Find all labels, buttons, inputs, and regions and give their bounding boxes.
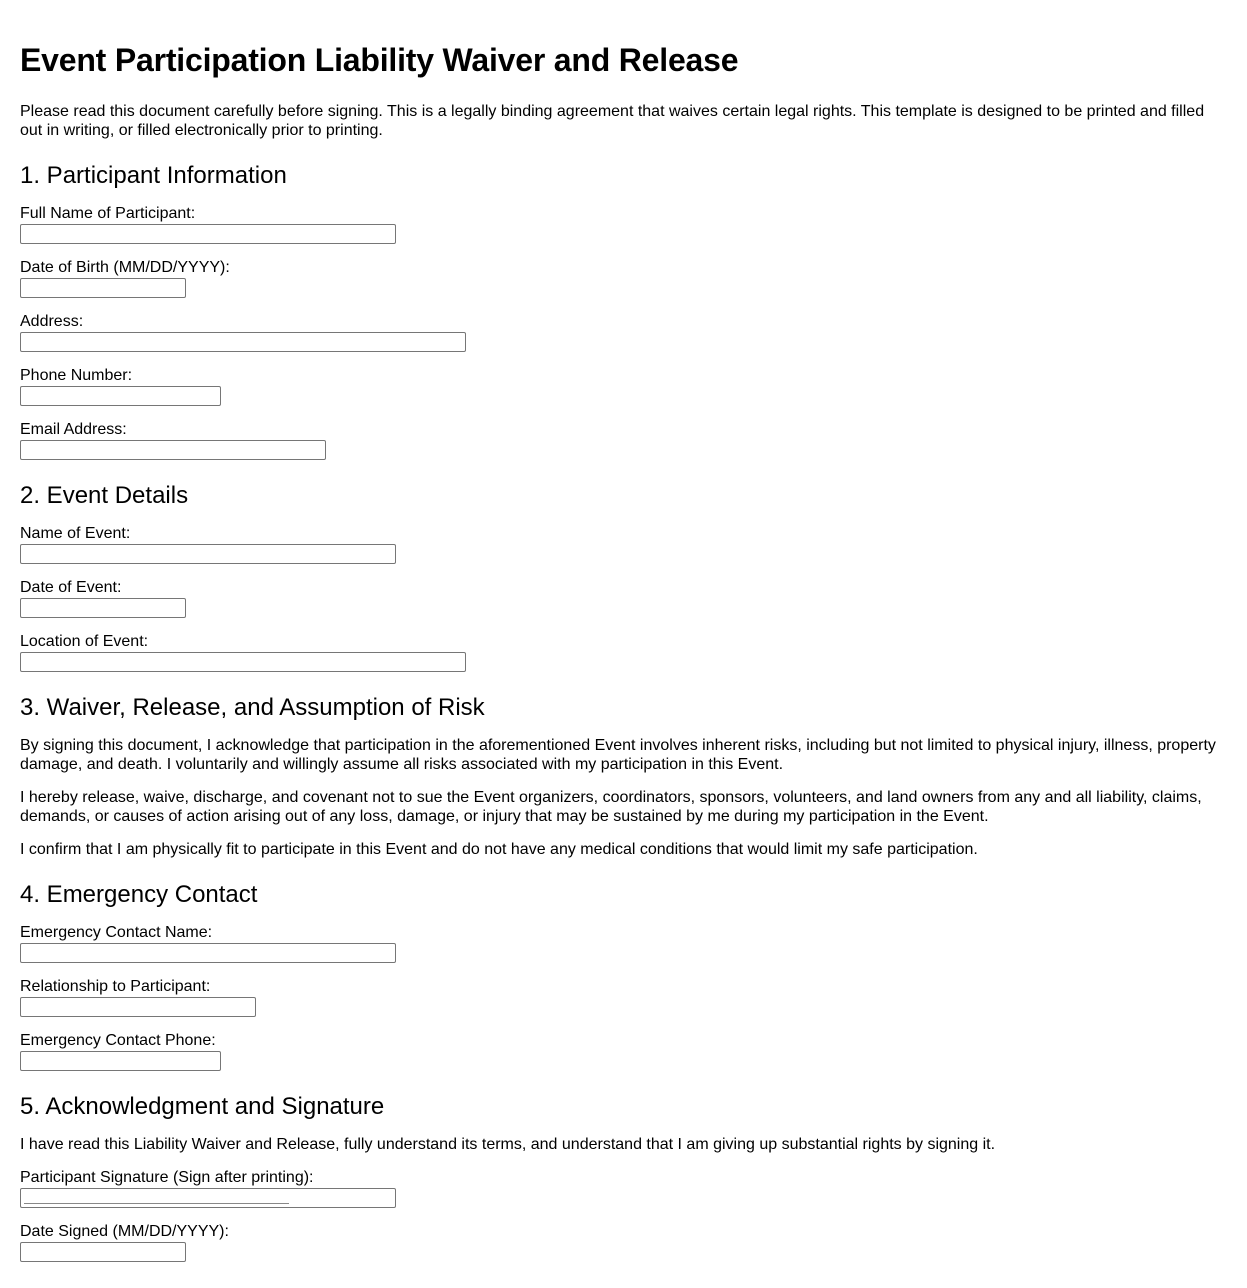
waiver-paragraph-release: I hereby release, waive, discharge, and covenant not to sue the Event organizers, coordinators, sponsors, volunteers, and land owners from any and all liability, claims, demands, or causes of action arising out of any loss, damage, or injury that may be sustained by me during my participation in the Event. <box>20 789 1202 825</box>
field-phone <box>20 366 1227 406</box>
dob-input[interactable] <box>20 278 186 298</box>
field-contact-phone <box>20 1031 1227 1071</box>
full-name-input[interactable] <box>20 224 396 244</box>
email-label: Email Address: <box>20 421 127 438</box>
field-full-name <box>20 204 1227 244</box>
event-name-input[interactable] <box>20 544 396 564</box>
dob-label: Date of Birth (MM/DD/YYYY): <box>20 259 230 276</box>
field-contact-name <box>20 923 1227 963</box>
field-signature <box>20 1168 1227 1208</box>
contact-name-label: Emergency Contact Name: <box>20 924 213 941</box>
email-input[interactable] <box>20 440 326 460</box>
section-heading-participant-info: 1. Participant Information <box>20 162 287 189</box>
field-date-signed <box>20 1222 1227 1262</box>
field-event-date <box>20 578 1227 618</box>
waiver-paragraph-fitness: I confirm that I am physically fit to participate in this Event and do not have any medical conditions that would limit my safe participation. <box>20 841 978 858</box>
event-location-input[interactable] <box>20 652 466 672</box>
date-signed-input[interactable] <box>20 1242 186 1262</box>
phone-label: Phone Number: <box>20 367 133 384</box>
waiver-document <box>20 0 1227 1262</box>
intro-text: Please read this document carefully before signing. This is a legally binding agreement that waives certain legal rights. This template is designed to be printed and filled out in writing, or filled electronically prior to printing. <box>20 103 1205 139</box>
signature-line <box>24 1203 289 1204</box>
event-location-label: Location of Event: <box>20 633 149 650</box>
contact-name-input[interactable] <box>20 943 396 963</box>
section-heading-waiver: 3. Waiver, Release, and Assumption of Risk <box>20 694 485 721</box>
contact-phone-input[interactable] <box>20 1051 221 1071</box>
address-input[interactable] <box>20 332 466 352</box>
waiver-paragraph-risks: By signing this document, I acknowledge that participation in the aforementioned Event involves inherent risks, including but not limited to physical injury, illness, property damage, and death. I voluntarily and willingly assume all risks associated with my participation in this Event. <box>20 737 1216 773</box>
contact-phone-label: Emergency Contact Phone: <box>20 1032 216 1049</box>
signature-label: Participant Signature (Sign after printing): <box>20 1169 314 1186</box>
acknowledgment-statement: I have read this Liability Waiver and Release, fully understand its terms, and understand that I am giving up substantial rights by signing it. <box>20 1136 996 1153</box>
field-event-name <box>20 524 1227 564</box>
section-heading-acknowledgment: 5. Acknowledgment and Signature <box>20 1093 385 1120</box>
field-relationship <box>20 977 1227 1017</box>
signature-input[interactable] <box>20 1188 396 1208</box>
full-name-label: Full Name of Participant: <box>20 205 196 222</box>
phone-input[interactable] <box>20 386 221 406</box>
address-label: Address: <box>20 313 84 330</box>
event-date-input[interactable] <box>20 598 186 618</box>
page-title: Event Participation Liability Waiver and Release <box>20 42 739 78</box>
section-heading-emergency-contact: 4. Emergency Contact <box>20 881 258 908</box>
field-dob <box>20 258 1227 298</box>
event-date-label: Date of Event: <box>20 579 122 596</box>
event-name-label: Name of Event: <box>20 525 131 542</box>
field-email <box>20 420 1227 460</box>
field-event-location <box>20 632 1227 672</box>
date-signed-label: Date Signed (MM/DD/YYYY): <box>20 1223 229 1240</box>
relationship-label: Relationship to Participant: <box>20 978 211 995</box>
section-heading-event-details: 2. Event Details <box>20 482 189 509</box>
field-address <box>20 312 1227 352</box>
relationship-input[interactable] <box>20 997 256 1017</box>
